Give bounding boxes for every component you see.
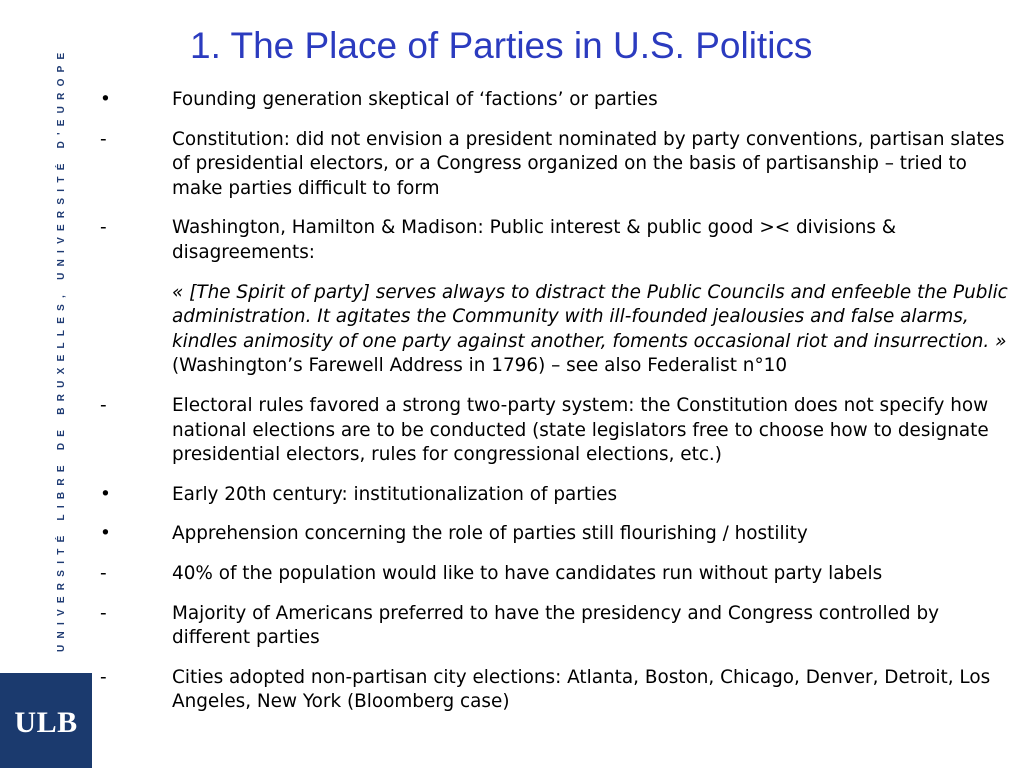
dash-marker: - — [100, 128, 107, 150]
list-item-text: Founding generation skeptical of ‘factions’ or parties — [172, 89, 658, 110]
list-item — [100, 483, 1014, 508]
list-item-text: Electoral rules favored a strong two-party system: the Constitution does not specify how national elections are to be conducted (state legislators free to choose how to designate presidential electors, rules for congressional elections, etc.) — [172, 394, 989, 466]
list-item-text: 40% of the population would like to have candidates run without party labels — [172, 562, 883, 584]
list-item-text: Apprehension concerning the role of parties still flourishing / hostility — [172, 523, 808, 545]
dash-marker: - — [100, 217, 107, 239]
list-item-text: Cities adopted non-partisan city elections: Atlanta, Boston, Chicago, Denver, Detroit, Los Angeles, New York (Bloomberg case) — [172, 666, 991, 713]
list-item — [100, 394, 1014, 468]
list-item — [100, 562, 1014, 587]
list-item-text: Early 20th century: institutionalization of parties — [172, 483, 618, 505]
list-item — [100, 128, 1014, 202]
bullet-marker: • — [100, 523, 111, 545]
dash-marker: - — [100, 394, 107, 416]
list-item-text: Majority of Americans preferred to have the presidency and Congress controlled by different parties — [172, 602, 940, 649]
washington-quote: « [The Spirit of party] serves always to distract the Public Councils and enfeeble the Public administration. It agitates the Community with ill-founded jealousies and false alarms, kindles animosity of one party against another, foments occasional riot and insurrection. » — [172, 281, 1008, 352]
university-banner: UNIVERSITÉ LIBRE DE BRUXELLES, UNIVERSITÉ D'EUROPE — [56, 46, 67, 652]
dash-marker: - — [100, 602, 107, 624]
list-item — [100, 522, 1014, 547]
dash-marker: - — [100, 666, 107, 688]
slide-title: 1. The Place of Parties in U.S. Politics — [190, 25, 813, 66]
list-item — [100, 602, 1014, 651]
list-item — [100, 216, 1014, 265]
list-item-text: Washington, Hamilton & Madison: Public interest & public good >< divisions & disagreements: — [172, 217, 897, 263]
list-item — [100, 666, 1014, 715]
ulb-logo-text: ULB — [14, 705, 78, 739]
quote-citation: (Washington’s Farewell Address in 1796) – see also Federalist n°10 — [172, 355, 788, 377]
bullet-marker: • — [100, 483, 111, 505]
quote-block — [172, 281, 1014, 379]
empty-marker — [100, 281, 172, 379]
quote-item — [100, 281, 1014, 379]
list-item — [100, 88, 1014, 113]
bullet-list — [100, 88, 1014, 730]
dash-marker: - — [100, 562, 107, 584]
list-item-text: Constitution: did not envision a president nominated by party conventions, partisan slates of presidential electors, or a Congress organized on the basis of partisanship – tried to make parties difficult to form — [172, 128, 1005, 199]
ulb-logo — [0, 673, 92, 768]
bullet-marker: • — [100, 89, 111, 110]
